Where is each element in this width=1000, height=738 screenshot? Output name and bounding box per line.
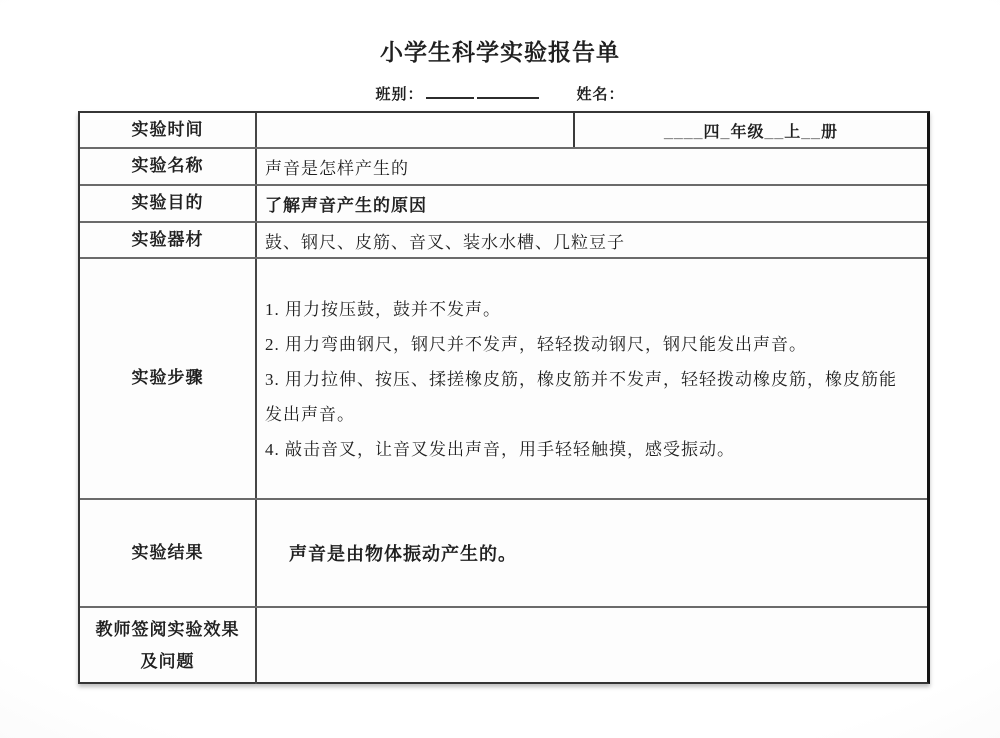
table-row-teacher-review	[80, 608, 927, 684]
experiment-time-value	[257, 113, 573, 147]
experiment-steps-value	[257, 259, 927, 498]
class-blank-line	[426, 84, 474, 99]
table-row-experiment-result	[80, 500, 927, 608]
experiment-steps-label: 实验步骤	[80, 259, 257, 498]
experiment-time-label: 实验时间	[80, 113, 257, 147]
experiment-result-label: 实验结果	[80, 500, 257, 606]
step-2: 2. 用力弯曲钢尺，钢尺并不发声，轻轻拨动钢尺，钢尺能发出声音。	[265, 335, 807, 354]
table-row-experiment-equipment	[80, 223, 927, 259]
name-label: 姓名：	[576, 86, 625, 103]
teacher-review-label-line2: 及问题	[140, 652, 195, 671]
class-label: 班别：	[375, 86, 424, 103]
grade-volume-cell: ____四_年级__上__册	[573, 113, 927, 147]
step-1: 1. 用力按压鼓，鼓并不发声。	[265, 300, 501, 319]
teacher-review-label	[80, 608, 257, 684]
table-row-experiment-steps	[80, 259, 927, 500]
experiment-purpose-label: 实验目的	[80, 186, 257, 221]
step-3: 3. 用力拉伸、按压、揉搓橡皮筋，橡皮筋并不发声，轻轻拨动橡皮筋，橡皮筋能发出声音。	[265, 370, 897, 424]
experiment-equipment-value: 鼓、钢尺、皮筋、音叉、装水水槽、几粒豆子	[265, 232, 625, 252]
experiment-equipment-label: 实验器材	[80, 223, 257, 257]
table-row-experiment-time	[80, 113, 927, 149]
table-row-experiment-name	[80, 149, 927, 186]
teacher-review-label-line1: 教师签阅实验效果	[95, 619, 240, 639]
step-4: 4. 敲击音叉，让音叉发出声音，用手轻轻触摸，感受振动。	[265, 440, 735, 459]
experiment-name-value: 声音是怎样产生的	[265, 159, 409, 178]
experiment-result-value: 声音是由物体振动产生的。	[289, 544, 517, 564]
table-row-experiment-purpose	[80, 186, 927, 223]
experiment-time-content	[257, 113, 927, 147]
experiment-name-label: 实验名称	[80, 149, 257, 184]
class-blank-line-2	[477, 84, 539, 99]
page-title: 小学生科学实验报告单	[380, 39, 620, 65]
class-name-line	[0, 83, 1000, 104]
experiment-purpose-value: 了解声音产生的原因	[265, 196, 427, 215]
experiment-report-table	[78, 111, 930, 684]
teacher-review-value	[257, 608, 927, 684]
